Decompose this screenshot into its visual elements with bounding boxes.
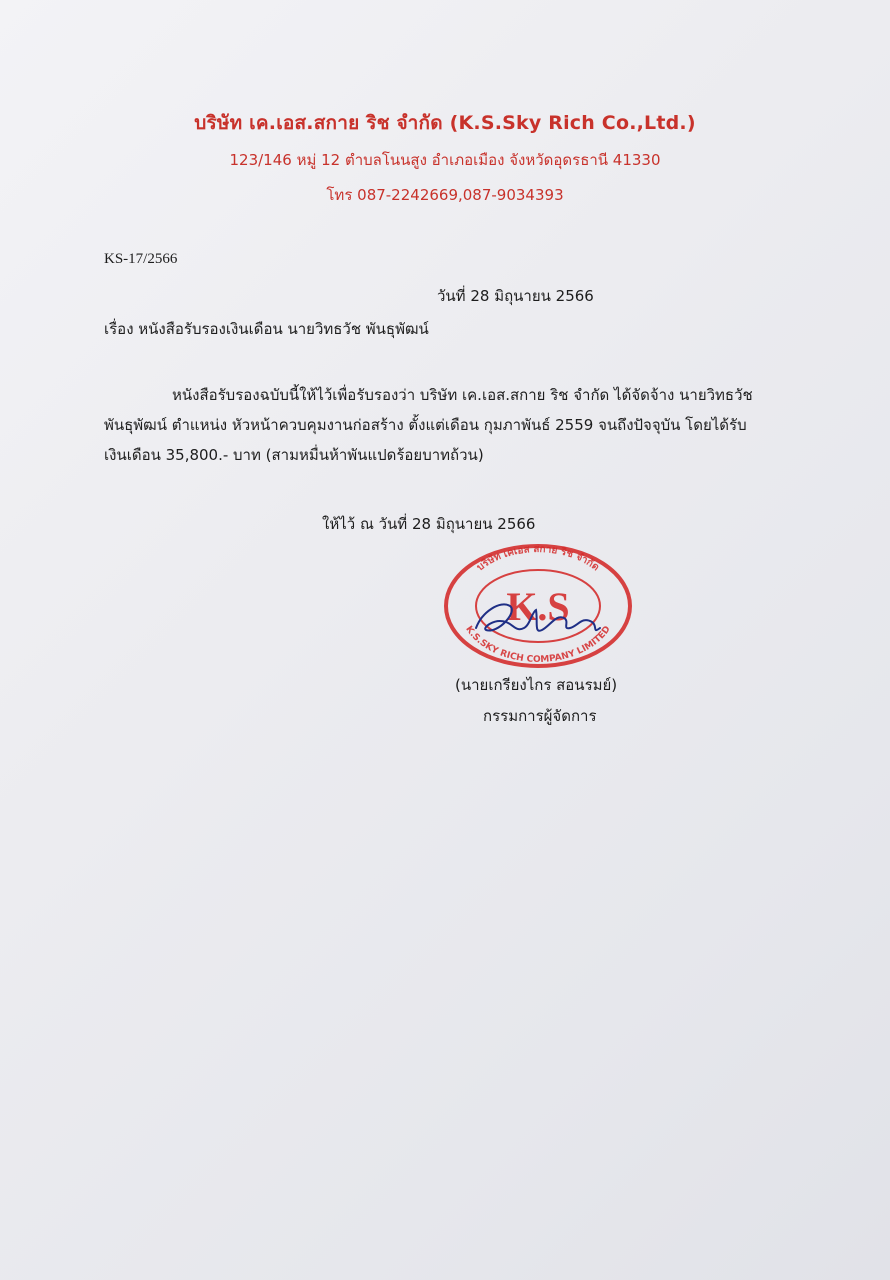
certificate-body xyxy=(104,380,804,470)
body-line-2: พันธุพัฒน์ ตำแหน่ง หัวหน้าควบคุมงานก่อสร้าง ตั้งแต่เดือน กุมภาพันธ์ 2559 จนถึงปัจจุบัน โดยได้รับ xyxy=(104,416,747,434)
stamp-center-text: K.S xyxy=(506,584,570,629)
subject-line: เรื่อง หนังสือรับรองเงินเดือน นายวิทธวัช พันธุพัฒน์ xyxy=(104,320,429,338)
svg-text:บริษัท เคเอส สกาย ริช จำกัด xyxy=(475,544,601,573)
signer-title: กรรมการผู้จัดการ xyxy=(483,707,597,725)
stamp-top-text: บริษัท เคเอส สกาย ริช จำกัด xyxy=(474,543,602,574)
stamp-bottom-text: K.S.SKY RICH COMPANY LIMITED xyxy=(463,624,613,666)
company-address: 123/146 หมู่ 12 ตำบลโนนสูง อำเภอเมือง จังหวัดอุดรธานี 41330 xyxy=(229,151,661,169)
document-date: วันที่ 28 มิถุนายน 2566 xyxy=(437,287,594,305)
company-stamp xyxy=(442,542,634,672)
body-line-1: หนังสือรับรองฉบับนี้ให้ไว้เพื่อรับรองว่า บริษัท เค.เอส.สกาย ริช จำกัด ได้จัดจ้าง นายวิทธวัช xyxy=(172,386,753,404)
signer-name: (นายเกรียงไกร สอนรมย์) xyxy=(455,676,618,694)
body-line-3: เงินเดือน 35,800.- บาท (สามหมื่นห้าพันแปดร้อยบาทถ้วน) xyxy=(104,446,484,464)
company-phone: โทร 087-2242669,087-9034393 xyxy=(326,186,564,204)
given-date: ให้ไว้ ณ วันที่ 28 มิถุนายน 2566 xyxy=(322,515,536,533)
company-name: บริษัท เค.เอส.สกาย ริช จำกัด (K.S.Sky Rich Co.,Ltd.) xyxy=(194,112,696,134)
document-reference: KS-17/2566 xyxy=(104,251,178,267)
